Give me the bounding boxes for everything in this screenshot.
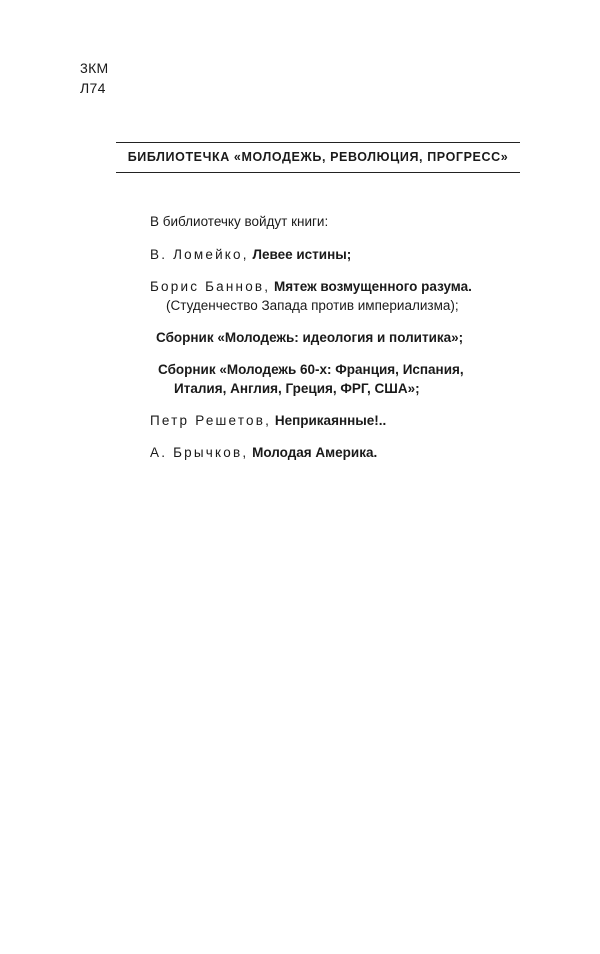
book-author: В. Ломейко,: [150, 247, 249, 262]
book-title: Сборник «Молодежь: идеология и политика»;: [156, 330, 464, 345]
book-title: Сборник «Молодежь 60-х: Франция, Испания,: [158, 362, 464, 377]
book-list: [150, 214, 550, 475]
book-author: А. Брычков,: [150, 445, 249, 460]
book-author: Борис Баннов,: [150, 279, 271, 294]
list-item: [150, 443, 550, 462]
list-item: [150, 245, 550, 264]
bottom-rule: [116, 172, 520, 173]
book-title: Неприкаянные!..: [274, 413, 387, 428]
list-item: [150, 277, 550, 315]
book-title: Левее истины;: [252, 247, 352, 262]
book-subtitle: (Студенчество Запада против империализма);: [166, 298, 459, 313]
book-author: Петр Решетов,: [150, 413, 272, 428]
book-title: Молодая Америка.: [252, 445, 378, 460]
list-item: [156, 328, 550, 347]
book-title: Мятеж возмущенного разума.: [274, 279, 472, 294]
classification-code: 3КМ: [80, 60, 109, 76]
list-intro: В библиотечку войдут книги:: [150, 214, 329, 229]
series-header: [116, 142, 520, 173]
catalog-code: Л74: [80, 80, 106, 96]
series-title: БИБЛИОТЕЧКА «МОЛОДЕЖЬ, РЕВОЛЮЦИЯ, ПРОГРЕСС»: [127, 150, 509, 164]
classification-codes: [80, 58, 109, 98]
list-item: [150, 411, 550, 430]
book-title-continued: Италия, Англия, Греция, ФРГ, США»;: [174, 381, 420, 396]
list-item: [158, 360, 550, 398]
